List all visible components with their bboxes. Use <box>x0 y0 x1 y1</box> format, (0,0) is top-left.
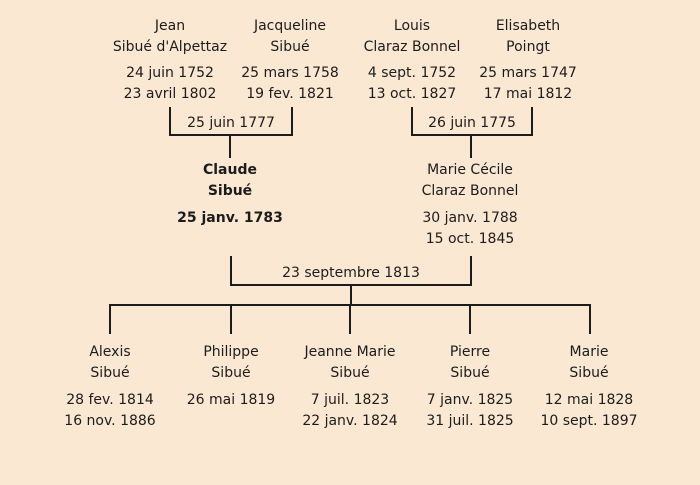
name-line-1: Jacqueline <box>253 18 327 34</box>
person-claude-sibue <box>150 160 310 229</box>
marriage-bracket-1813 <box>230 256 472 286</box>
name-line-1: Philippe <box>203 344 259 360</box>
person-jeanne-marie-sibue <box>280 342 420 432</box>
death-date: 15 oct. 1845 <box>425 231 515 247</box>
name-line-2: Poingt <box>506 39 550 55</box>
marriage-date: 26 juin 1775 <box>428 115 516 131</box>
death-date: 19 fev. 1821 <box>246 86 334 102</box>
marriage-date: 25 juin 1777 <box>187 115 275 131</box>
death-date: 17 mai 1812 <box>483 86 573 102</box>
descent-line-marie-cecile <box>470 136 472 158</box>
birth-date: 24 juin 1752 <box>126 65 214 81</box>
name-line-2: Claraz Bonnel <box>363 39 461 55</box>
birth-date: 7 juil. 1823 <box>310 392 390 408</box>
child-drop-alexis <box>109 304 111 334</box>
person-name <box>390 160 550 202</box>
descent-line-children <box>350 286 352 305</box>
person-dates <box>390 208 550 250</box>
person-elisabeth-poingt <box>453 16 603 105</box>
name-line-2: Sibué <box>211 365 251 381</box>
name-line-2: Sibué <box>270 39 310 55</box>
birth-date: 25 mars 1758 <box>241 65 339 81</box>
death-date: 22 janv. 1824 <box>302 413 398 429</box>
name-line-1: Elisabeth <box>495 18 561 34</box>
marriage-date: 23 septembre 1813 <box>282 265 420 281</box>
person-name <box>519 342 659 384</box>
name-line-2: Claraz Bonnel <box>421 183 519 199</box>
person-alexis-sibue <box>40 342 180 432</box>
name-line-2: Sibué <box>207 183 253 199</box>
death-date: 13 oct. 1827 <box>367 86 457 102</box>
child-drop-pierre <box>469 304 471 334</box>
person-marie-sibue <box>519 342 659 432</box>
person-marie-cecile-claraz-bonnel <box>390 160 550 250</box>
marriage-bracket-1775 <box>411 107 533 136</box>
birth-date: 25 mars 1747 <box>479 65 577 81</box>
name-line-1: Claude <box>202 162 257 178</box>
name-line-2: Sibué d'Alpettaz <box>112 39 228 55</box>
child-drop-jeanne-marie <box>349 304 351 334</box>
name-line-1: Pierre <box>449 344 491 360</box>
name-line-1: Jean <box>154 18 186 34</box>
birth-date: 12 mai 1828 <box>544 392 634 408</box>
name-line-1: Alexis <box>89 344 131 360</box>
person-name <box>40 342 180 384</box>
death-date: 16 nov. 1886 <box>64 413 156 429</box>
name-line-2: Sibué <box>330 365 370 381</box>
birth-date: 25 janv. 1783 <box>177 210 283 226</box>
birth-date: 30 janv. 1788 <box>422 210 518 226</box>
marriage-bracket-1777 <box>169 107 293 136</box>
name-line-1: Marie <box>569 344 609 360</box>
name-line-2: Sibué <box>569 365 609 381</box>
person-name <box>453 16 603 58</box>
birth-date: 7 janv. 1825 <box>426 392 514 408</box>
name-line-2: Sibué <box>450 365 490 381</box>
child-drop-philippe <box>230 304 232 334</box>
person-dates <box>519 390 659 432</box>
birth-date: 26 mai 1819 <box>186 392 276 408</box>
birth-date: 4 sept. 1752 <box>367 65 457 81</box>
child-drop-marie <box>589 304 591 334</box>
death-date: 23 avril 1802 <box>123 86 217 102</box>
name-line-1: Louis <box>393 18 431 34</box>
person-dates <box>150 208 310 229</box>
person-name <box>150 160 310 202</box>
name-line-1: Marie Cécile <box>427 162 513 178</box>
person-dates <box>40 390 180 432</box>
birth-date: 28 fev. 1814 <box>66 392 154 408</box>
person-dates <box>453 63 603 105</box>
name-line-2: Sibué <box>90 365 130 381</box>
name-line-1: Jeanne Marie <box>304 344 396 360</box>
death-date: 31 juil. 1825 <box>426 413 514 429</box>
person-name <box>280 342 420 384</box>
person-dates <box>280 390 420 432</box>
death-date: 10 sept. 1897 <box>540 413 638 429</box>
descent-line-claude <box>229 136 231 158</box>
